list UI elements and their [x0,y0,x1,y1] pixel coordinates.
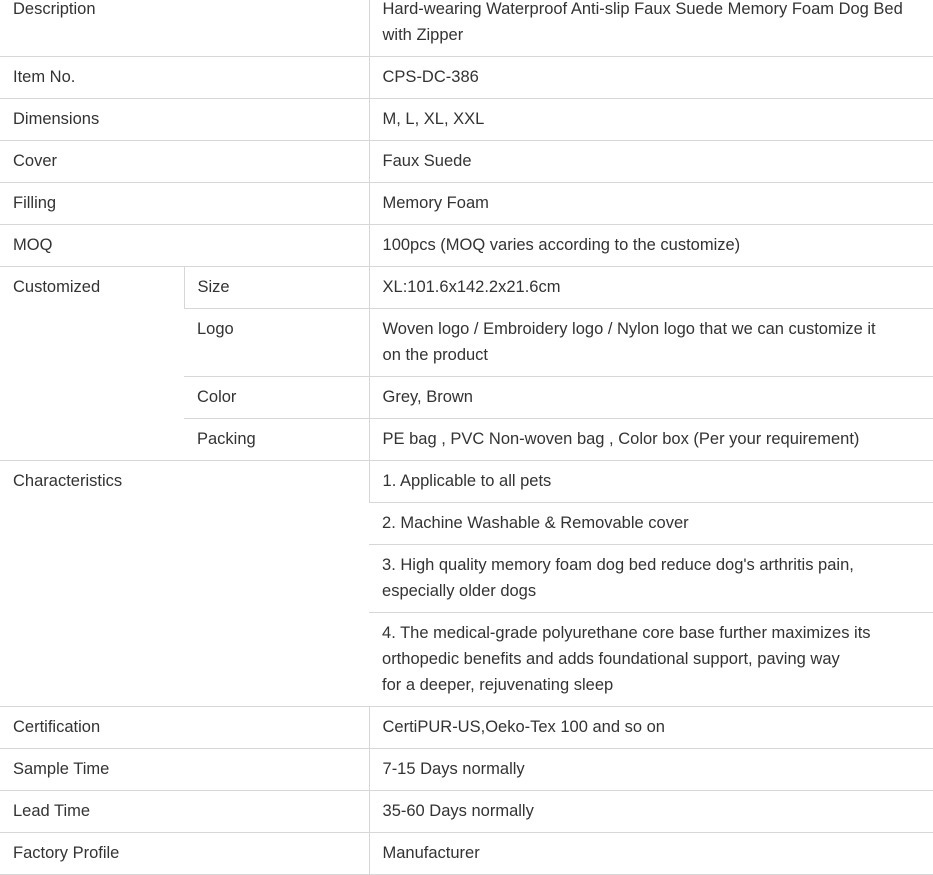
row-label: Filling [0,183,369,225]
table-row [0,749,933,791]
customized-value [369,419,933,461]
value-line: Hard-wearing Waterproof Anti-slip Faux Suede Memory Foam Dog Bed [382,0,903,18]
row-value: 100pcs (MOQ varies according to the customize) [369,225,933,267]
row-label: Dimensions [0,99,369,141]
value-line: 2. Machine Washable & Removable cover [382,514,689,532]
customized-sublabel: Logo [184,309,369,377]
row-value: CertiPUR-US,Oeko-Tex 100 and so on [369,707,933,749]
customized-sublabel: Packing [184,419,369,461]
characteristic-item [369,461,933,503]
row-label: MOQ [0,225,369,267]
row-label: Factory Profile [0,833,369,875]
value-line: for a deeper, rejuvenating sleep [382,676,614,694]
table-row [0,267,933,309]
row-value: 7-15 Days normally [369,749,933,791]
characteristic-item [369,545,933,613]
row-label: Sample Time [0,749,369,791]
table-row [0,0,933,57]
row-label: Certification [0,707,369,749]
customized-value [369,267,933,309]
customized-sublabel: Color [184,377,369,419]
row-label: Lead Time [0,791,369,833]
value-line: orthopedic benefits and adds foundational support, paving way [382,650,840,668]
value-line: Grey, Brown [382,388,473,406]
value-line: on the product [382,346,489,364]
table-row [0,141,933,183]
value-line: 3. High quality memory foam dog bed reduce dog's arthritis pain, [382,556,854,574]
row-value: M, L, XL, XXL [369,99,933,141]
characteristic-item [369,503,933,545]
table-row [0,183,933,225]
row-value [369,0,933,57]
row-value: Faux Suede [369,141,933,183]
row-label: Item No. [0,57,369,99]
characteristics-label: Characteristics [0,461,369,707]
customized-sublabel: Size [184,267,369,309]
value-line: XL:101.6x142.2x21.6cm [382,278,561,296]
row-label: Description [0,0,369,57]
row-value: Memory Foam [369,183,933,225]
customized-label: Customized [0,267,184,461]
row-value: Manufacturer [369,833,933,875]
row-value: CPS-DC-386 [369,57,933,99]
value-line: especially older dogs [382,582,537,600]
table-row [0,833,933,875]
value-line: PE bag , PVC Non-woven bag , Color box (Per your requirement) [382,430,860,448]
value-line: with Zipper [382,26,464,44]
row-label: Cover [0,141,369,183]
value-line: 4. The medical-grade polyurethane core base further maximizes its [382,624,871,642]
table-row [0,57,933,99]
characteristic-item [369,613,933,707]
table-row [0,99,933,141]
value-line: 1. Applicable to all pets [382,472,552,490]
table-row [0,791,933,833]
table-row [0,225,933,267]
customized-value [369,309,933,377]
table-row [0,707,933,749]
customized-value [369,377,933,419]
row-value: 35-60 Days normally [369,791,933,833]
value-line: Woven logo / Embroidery logo / Nylon logo that we can customize it [382,320,876,338]
table-row [0,461,933,503]
